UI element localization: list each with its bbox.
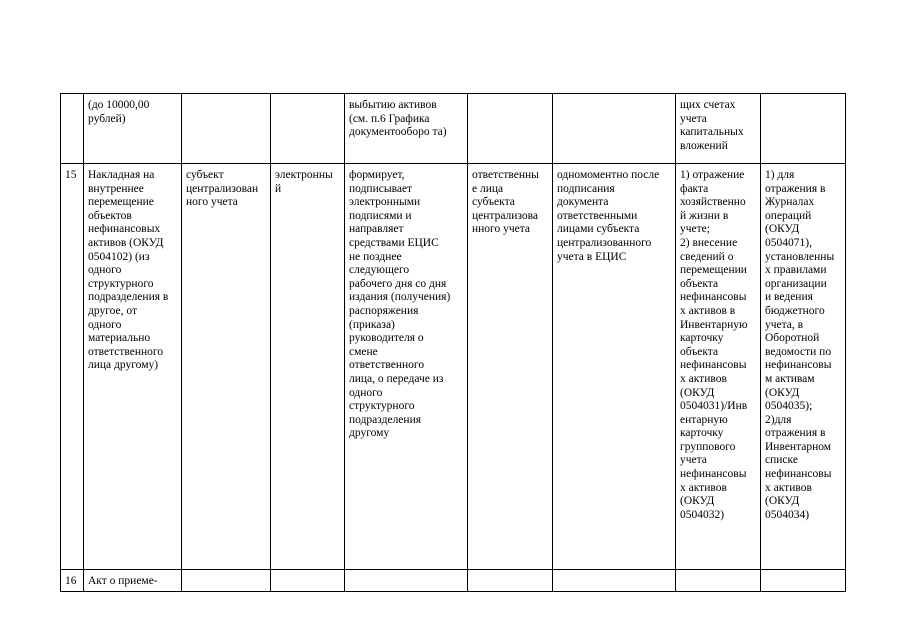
cell-purpose: 1) отражение факта хозяйственно й жизни в учете; 2) внесение сведений о перемещении объекта нефинансовы х активов в Инвентарную карточку объекта нефинансовы х активов (ОКУД 0504031)/Инв ентарную карточку группового учета нефинансовы х активов (ОКУД 0504032) xyxy=(676,164,761,570)
table-row xyxy=(61,94,846,164)
cell-form xyxy=(271,570,345,592)
cell-responsible xyxy=(182,570,271,592)
table-row xyxy=(61,164,846,570)
cell-registers xyxy=(761,94,846,164)
document-table xyxy=(60,93,846,592)
cell-action xyxy=(345,570,468,592)
table-row xyxy=(61,570,846,592)
cell-number: 15 xyxy=(61,164,84,570)
cell-recipient: ответственны е лица субъекта централизова нного учета xyxy=(468,164,553,570)
cell-deadline: одномоментно после подписания документа ответственными лицами субъекта централизованного учета в ЕЦИС xyxy=(553,164,676,570)
cell-form xyxy=(271,94,345,164)
cell-action: выбытию активов (см. п.6 Графика документооборо та) xyxy=(345,94,468,164)
cell-action: формирует, подписывает электронными подписями и направляет средствами ЕЦИС не позднее следующего рабочего дня со дня издания (получения) распоряжения (приказа) руководителя о смене ответственного лица, о передаче из одного структурного подразделения другому xyxy=(345,164,468,570)
cell-document-name: (до 10000,00 рублей) xyxy=(84,94,182,164)
cell-deadline xyxy=(553,94,676,164)
cell-registers xyxy=(761,570,846,592)
cell-registers: 1) для отражения в Журналах операций (ОКУД 0504071), установленны х правилами организации и ведения бюджетного учета, в Оборотной ведомости по нефинансовы м активам (ОКУД 0504035); 2)для отражения в Инвентарном списке нефинансовы х активов (ОКУД 0504034) xyxy=(761,164,846,570)
cell-deadline xyxy=(553,570,676,592)
cell-document-name: Накладная на внутреннее перемещение объектов нефинансовых активов (ОКУД 0504102) (из одного структурного подразделения в другое, от одного материально ответственного лица другому) xyxy=(84,164,182,570)
cell-purpose xyxy=(676,570,761,592)
cell-document-name: Акт о приеме- xyxy=(84,570,182,592)
cell-number: 16 xyxy=(61,570,84,592)
cell-purpose: щих счетах учета капитальных вложений xyxy=(676,94,761,164)
cell-recipient xyxy=(468,94,553,164)
cell-responsible: субъект централизован ного учета xyxy=(182,164,271,570)
cell-number xyxy=(61,94,84,164)
cell-responsible xyxy=(182,94,271,164)
cell-form: электронны й xyxy=(271,164,345,570)
cell-recipient xyxy=(468,570,553,592)
